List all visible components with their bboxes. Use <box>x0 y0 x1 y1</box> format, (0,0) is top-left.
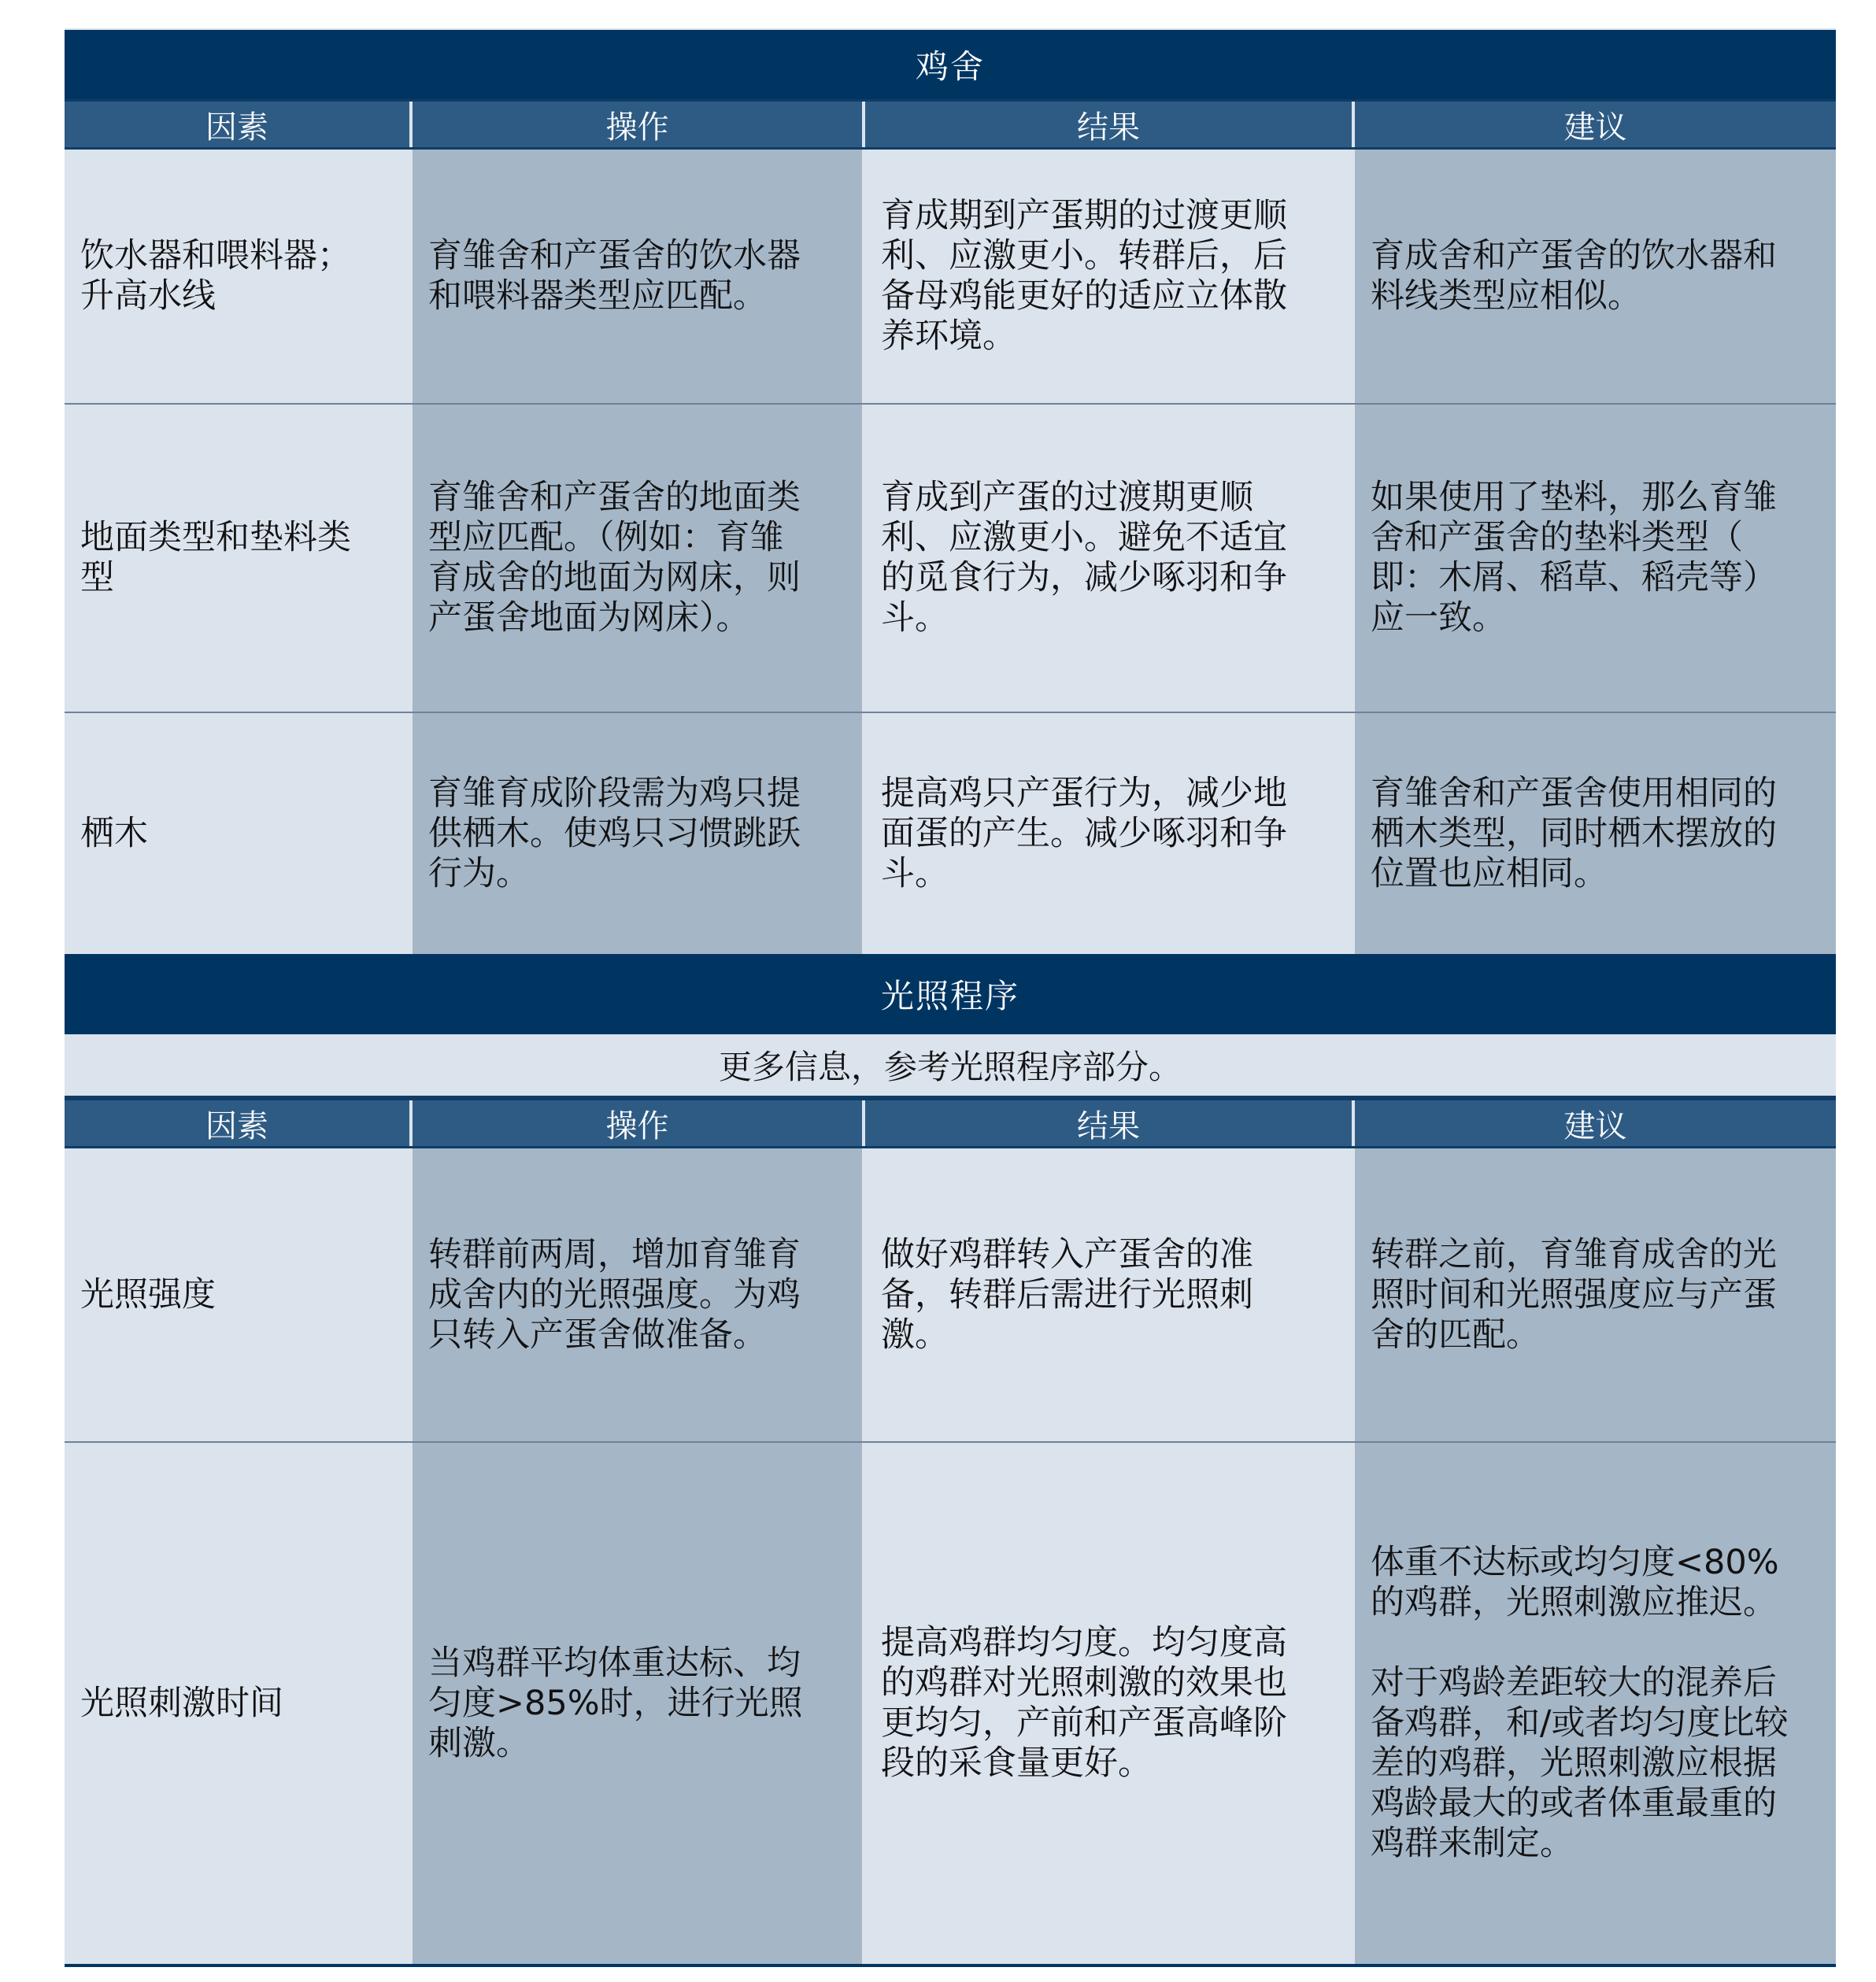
result-cell: 提高鸡只产蛋行为，减少地 面蛋的产生。减少啄羽和争 斗。 <box>862 713 1352 954</box>
table-row <box>65 713 1836 954</box>
factor-cell: 栖木 <box>65 713 409 954</box>
result-cell: 做好鸡群转入产蛋舍的准 备，转群后需进行光照刺 激。 <box>862 1148 1352 1441</box>
factor-cell: 光照刺激时间 <box>65 1443 409 1964</box>
result-cell: 提高鸡群均匀度。均匀度高 的鸡群对光照刺激的效果也 更均匀，产前和产蛋高峰阶 段的采食量更好。 <box>862 1443 1352 1964</box>
table-bottom-rule <box>65 1964 1836 1967</box>
section-title-lighting: 光照程序 <box>65 954 1836 1034</box>
operation-cell: 育雏育成阶段需为鸡只提 供栖木。使鸡只习惯跳跃 行为。 <box>409 713 862 954</box>
operation-cell: 育雏舍和产蛋舍的饮水器 和喂料器类型应匹配。 <box>409 150 862 403</box>
result-cell: 育成到产蛋的过渡期更顺 利、应激更小。避免不适宜 的觅食行为，减少啄羽和争 斗。 <box>862 405 1352 712</box>
column-header-operation: 操作 <box>409 102 862 147</box>
column-header-result: 结果 <box>862 102 1352 147</box>
factor-cell: 饮水器和喂料器； 升高水线 <box>65 150 409 403</box>
table-row <box>65 405 1836 713</box>
guidance-table <box>65 30 1836 1967</box>
advice-cell: 体重不达标或均匀度<80% 的鸡群，光照刺激应推迟。 对于鸡龄差距较大的混养后 备鸡群，和/或者均匀度比较 差的鸡群，光照刺激应根据 鸡龄最大的或者体重最重的 鸡群来制定。 <box>1352 1443 1836 1964</box>
advice-cell: 育雏舍和产蛋舍使用相同的 栖木类型，同时栖木摆放的 位置也应相同。 <box>1352 713 1836 954</box>
column-header-result: 结果 <box>862 1100 1352 1146</box>
column-header-factor: 因素 <box>205 109 268 146</box>
factor-cell: 光照强度 <box>65 1148 409 1441</box>
column-header-row <box>65 99 1836 150</box>
operation-cell: 当鸡群平均体重达标、均 匀度>85%时，进行光照 刺激。 <box>409 1443 862 1964</box>
column-header-factor: 因素 <box>205 1107 268 1144</box>
column-header-advice: 建议 <box>1352 1100 1836 1146</box>
section-note: 更多信息，参考光照程序部分。 <box>65 1034 1836 1098</box>
table-row <box>65 1148 1836 1443</box>
column-header-row <box>65 1098 1836 1148</box>
top-cropped-text-line <box>65 0 1836 30</box>
operation-cell: 育雏舍和产蛋舍的地面类 型应匹配。（例如：育雏 育成舍的地面为网床，则 产蛋舍地面为网床）。 <box>409 405 862 712</box>
table-row <box>65 1443 1836 1964</box>
advice-cell: 如果使用了垫料，那么育雏 舍和产蛋舍的垫料类型（ 即：木屑、稻草、稻壳等） 应一致。 <box>1352 405 1836 712</box>
column-header-advice: 建议 <box>1352 102 1836 147</box>
operation-cell: 转群前两周，增加育雏育 成舍内的光照强度。为鸡 只转入产蛋舍做准备。 <box>409 1148 862 1441</box>
factor-cell: 地面类型和垫料类 型 <box>65 405 409 712</box>
section-title-house: 鸡舍 <box>65 30 1836 99</box>
result-cell: 育成期到产蛋期的过渡更顺 利、应激更小。转群后，后 备母鸡能更好的适应立体散 养环境。 <box>862 150 1352 403</box>
table-row <box>65 150 1836 405</box>
advice-cell: 育成舍和产蛋舍的饮水器和 料线类型应相似。 <box>1352 150 1836 403</box>
column-header-operation: 操作 <box>409 1100 862 1146</box>
advice-cell: 转群之前，育雏育成舍的光 照时间和光照强度应与产蛋 舍的匹配。 <box>1352 1148 1836 1441</box>
